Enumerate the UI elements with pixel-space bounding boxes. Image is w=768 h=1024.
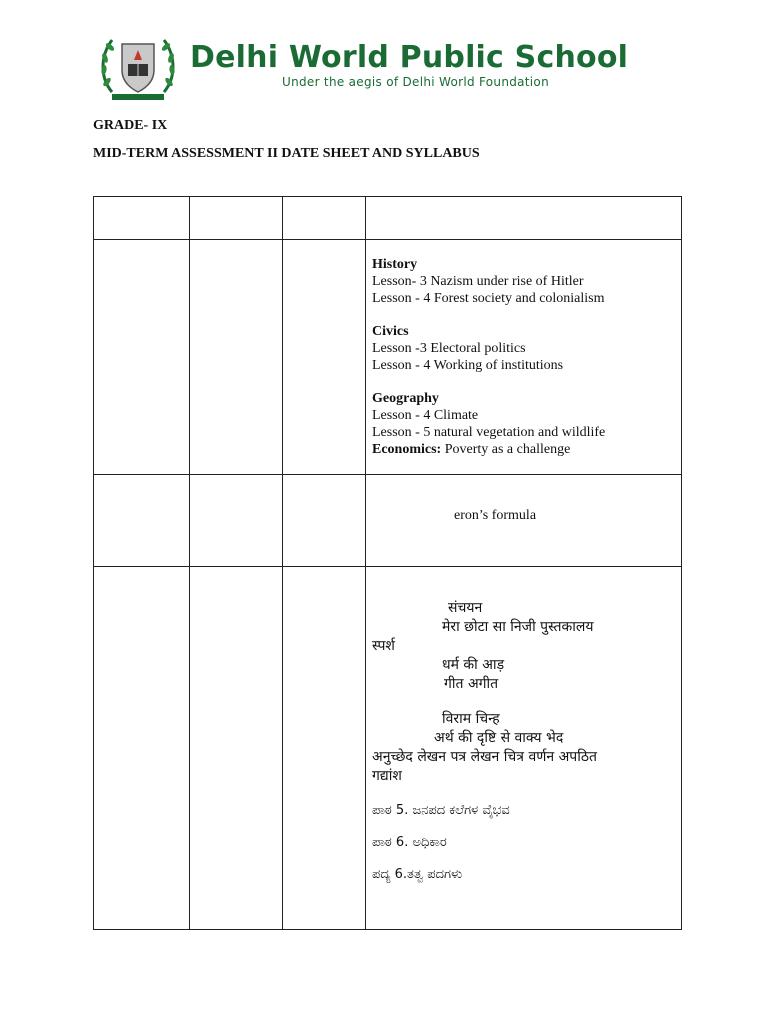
syllabus-line: गद्यांश xyxy=(372,768,402,784)
syllabus-line: विराम चिन्ह xyxy=(442,711,500,727)
school-header xyxy=(98,30,698,104)
table-cell xyxy=(94,240,190,475)
grade-label: GRADE- IX xyxy=(93,118,168,133)
table-row xyxy=(94,240,682,475)
syllabus-line: Lesson - 4 Climate xyxy=(372,408,479,423)
table-header-row xyxy=(94,197,682,240)
syllabus-line: Lesson- 3 Nazism under rise of Hitler xyxy=(372,274,584,289)
syllabus-line: ಪದ್ಯ 6.ತತ್ವ ಪದಗಳು xyxy=(372,867,463,882)
civics-heading: Civics xyxy=(372,324,409,339)
table-cell xyxy=(283,567,366,930)
table-cell xyxy=(283,475,366,567)
syllabus-line: ಪಾಠ 5. ಜನಪದ ಕಲೆಗಳ ವೈಭವ xyxy=(372,803,510,818)
syllabus-line: धर्म की आड़ xyxy=(442,657,505,673)
syllabus-line: eron’s formula xyxy=(454,508,537,523)
date-sheet-table xyxy=(93,196,682,930)
syllabus-line: मेरा छोटा सा निजी पुस्तकालय xyxy=(442,619,594,635)
table-row xyxy=(94,475,682,567)
economics-line xyxy=(372,441,675,458)
geography-heading: Geography xyxy=(372,391,439,406)
economics-heading: Economics: xyxy=(372,442,442,457)
language-syllabus-cell xyxy=(366,567,682,930)
syllabus-line: ಪಾಠ 6. ಅಧಿಕಾರ xyxy=(372,835,447,850)
school-crest-logo xyxy=(98,30,178,102)
syllabus-line: संचयन xyxy=(448,600,483,616)
table-cell xyxy=(283,197,366,240)
syllabus-line: Poverty as a challenge xyxy=(441,442,571,457)
school-name: Delhi World Public School xyxy=(190,40,629,75)
table-cell xyxy=(94,567,190,930)
syllabus-line: अनुच्छेद लेखन पत्र लेखन चित्र वर्णन अपठित xyxy=(372,749,597,765)
syllabus-line: Lesson - 4 Forest society and colonialism xyxy=(372,291,605,306)
table-cell xyxy=(94,475,190,567)
syllabus-line: स्पर्श xyxy=(372,638,395,654)
document-title: MID-TERM ASSESSMENT II DATE SHEET AND SYLLABUS xyxy=(93,146,480,161)
syllabus-line: अर्थ की दृष्टि से वाक्य भेद xyxy=(434,730,564,746)
table-cell xyxy=(190,240,283,475)
table-row xyxy=(94,567,682,930)
table-cell xyxy=(190,197,283,240)
table-cell xyxy=(283,240,366,475)
school-tagline: Under the aegis of Delhi World Foundation xyxy=(282,75,549,89)
social-science-syllabus-cell xyxy=(366,240,682,475)
table-cell xyxy=(190,475,283,567)
table-cell xyxy=(94,197,190,240)
syllabus-line: Lesson -3 Electoral politics xyxy=(372,341,526,356)
syllabus-line: Lesson - 4 Working of institutions xyxy=(372,358,564,373)
maths-syllabus-cell xyxy=(366,475,682,567)
table-cell xyxy=(190,567,283,930)
syllabus-line: गीत अगीत xyxy=(444,676,499,692)
history-heading: History xyxy=(372,257,418,272)
syllabus-line: Lesson - 5 natural vegetation and wildlife xyxy=(372,425,606,440)
table-cell xyxy=(366,197,682,240)
